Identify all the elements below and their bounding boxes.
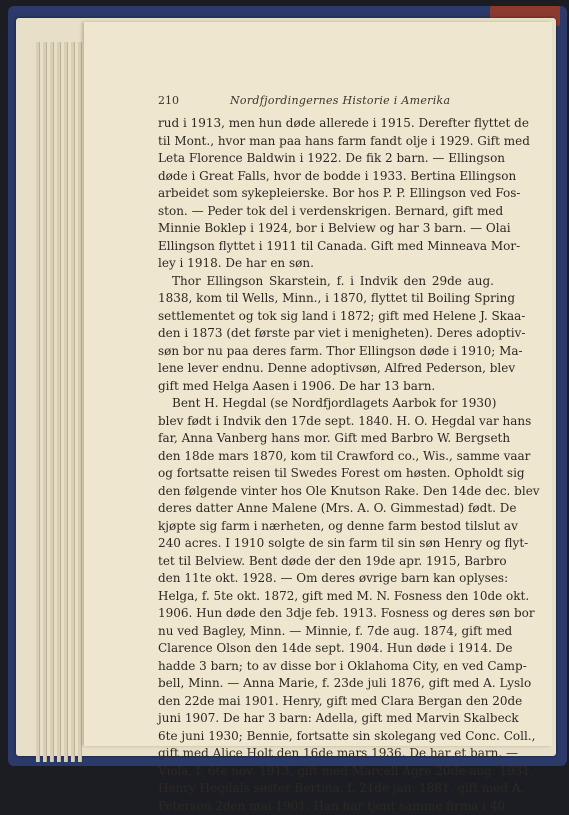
text-line: rud i 1913, men hun døde allerede i 1915. Derefter flyttet de — [158, 115, 494, 133]
text-line: ston. — Peder tok del i verdenskrigen. Bernard, gift med — [158, 203, 494, 221]
text-line: Bent H. Hegdal (se Nordfjordlagets Aarbok for 1930) — [158, 395, 494, 413]
text-line: nu ved Bagley, Minn. — Minnie, f. 7de aug. 1874, gift med — [158, 623, 494, 641]
page-leaf — [36, 42, 40, 762]
text-line: til Mont., hvor man paa hans farm fandt olje i 1929. Gift med — [158, 133, 494, 151]
page-header — [158, 94, 478, 110]
text-line: den 11te okt. 1928. — Om deres øvrige barn kan oplyses: — [158, 570, 494, 588]
text-line: juni 1907. De har 3 barn: Adella, gift med Marvin Skalbeck — [158, 710, 494, 728]
page-leaf — [71, 42, 75, 762]
text-line: blev født i Indvik den 17de sept. 1840. H. O. Hegdal var hans — [158, 413, 494, 431]
text-line: tet til Belview. Bent døde der den 19de apr. 1915, Barbro — [158, 553, 494, 571]
text-line: deres datter Anne Malene (Mrs. A. O. Gimmestad) født. De — [158, 500, 494, 518]
text-line: gift med Helga Aasen i 1906. De har 13 barn. — [158, 378, 494, 396]
text-line: lene lever endnu. Denne adoptivsøn, Alfred Pederson, blev — [158, 360, 494, 378]
page-leaf — [50, 42, 54, 762]
text-line: Leta Florence Baldwin i 1922. De fik 2 barn. — Ellingson — [158, 150, 494, 168]
text-line: søn bor nu paa deres farm. Thor Ellingson døde i 1910; Ma- — [158, 343, 494, 361]
text-line: og fortsatte reisen til Swedes Forest om høsten. Opholdt sig — [158, 465, 494, 483]
text-line: hadde 3 barn; to av disse bor i Oklahoma City, en ved Camp- — [158, 658, 494, 676]
text-line: den i 1873 (det første par viet i menigheten). Deres adoptiv- — [158, 325, 494, 343]
text-line: arbeidet som sykepleierske. Bor hos P. P. Ellingson ved Fos- — [158, 185, 494, 203]
text-line: bell, Minn. — Anna Marie, f. 23de juli 1876, gift med A. Lyslo — [158, 675, 494, 693]
text-line: Henry Hegdals søster Bertina, f. 21de jan. 1881, gift med A. — [158, 780, 494, 798]
text-line: Thor Ellingson Skarstein, f. i Indvik den 29de aug. — [158, 273, 494, 291]
text-line: 6te juni 1930; Bennie, fortsatte sin skolegang ved Conc. Coll., — [158, 728, 494, 746]
running-title: Nordfjordingernes Historie i Amerika — [230, 94, 450, 107]
page-leaf — [64, 42, 68, 762]
text-line: Minnie Boklep i 1924, bor i Belview og har 3 barn. — Olai — [158, 220, 494, 238]
body-text — [158, 115, 494, 815]
text-line: døde i Great Falls, hvor de bodde i 1933. Bertina Ellingson — [158, 168, 494, 186]
text-line: Ellingson flyttet i 1911 til Canada. Gift med Minneava Mor- — [158, 238, 494, 256]
page-number: 210 — [158, 94, 179, 107]
text-line: den følgende vinter hos Ole Knutson Rake. Den 14de dec. blev — [158, 483, 494, 501]
text-line: den 22de mai 1901. Henry, gift med Clara Bergan den 20de — [158, 693, 494, 711]
page-leaf — [57, 42, 61, 762]
text-line: settlementet og tok sig land i 1872; gift med Helene J. Skaa- — [158, 308, 494, 326]
text-line: ley i 1918. De har en søn. — [158, 255, 494, 273]
text-line: 1906. Hun døde den 3dje feb. 1913. Fosness og deres søn bor — [158, 605, 494, 623]
text-line: kjøpte sig farm i nærheten, og denne farm bestod tilslut av — [158, 518, 494, 536]
page-leaf — [78, 42, 82, 762]
page-leaf — [43, 42, 47, 762]
text-line: 1838, kom til Wells, Minn., i 1870, flyttet til Boiling Spring — [158, 290, 494, 308]
text-line: Viola, f. 6te nov. 1913, gift med Marcell Agre 20de aug. 1931. — [158, 763, 494, 781]
text-line: Peterson 2den mai 1901. Han har tjent samme firma i 40 — [158, 798, 494, 815]
text-line: far, Anna Vanberg hans mor. Gift med Barbro W. Bergseth — [158, 430, 494, 448]
text-line: gift med Alice Holt den 16de mars 1936. De har et barn. — — [158, 745, 494, 763]
text-line: Helga, f. 5te okt. 1872, gift med M. N. Fosness den 10de okt. — [158, 588, 494, 606]
text-line: Clarence Olson den 14de sept. 1904. Hun døde i 1914. De — [158, 640, 494, 658]
text-line: 240 acres. I 1910 solgte de sin farm til sin søn Henry og flyt- — [158, 535, 494, 553]
text-line: den 18de mars 1870, kom til Crawford co., Wis., samme vaar — [158, 448, 494, 466]
